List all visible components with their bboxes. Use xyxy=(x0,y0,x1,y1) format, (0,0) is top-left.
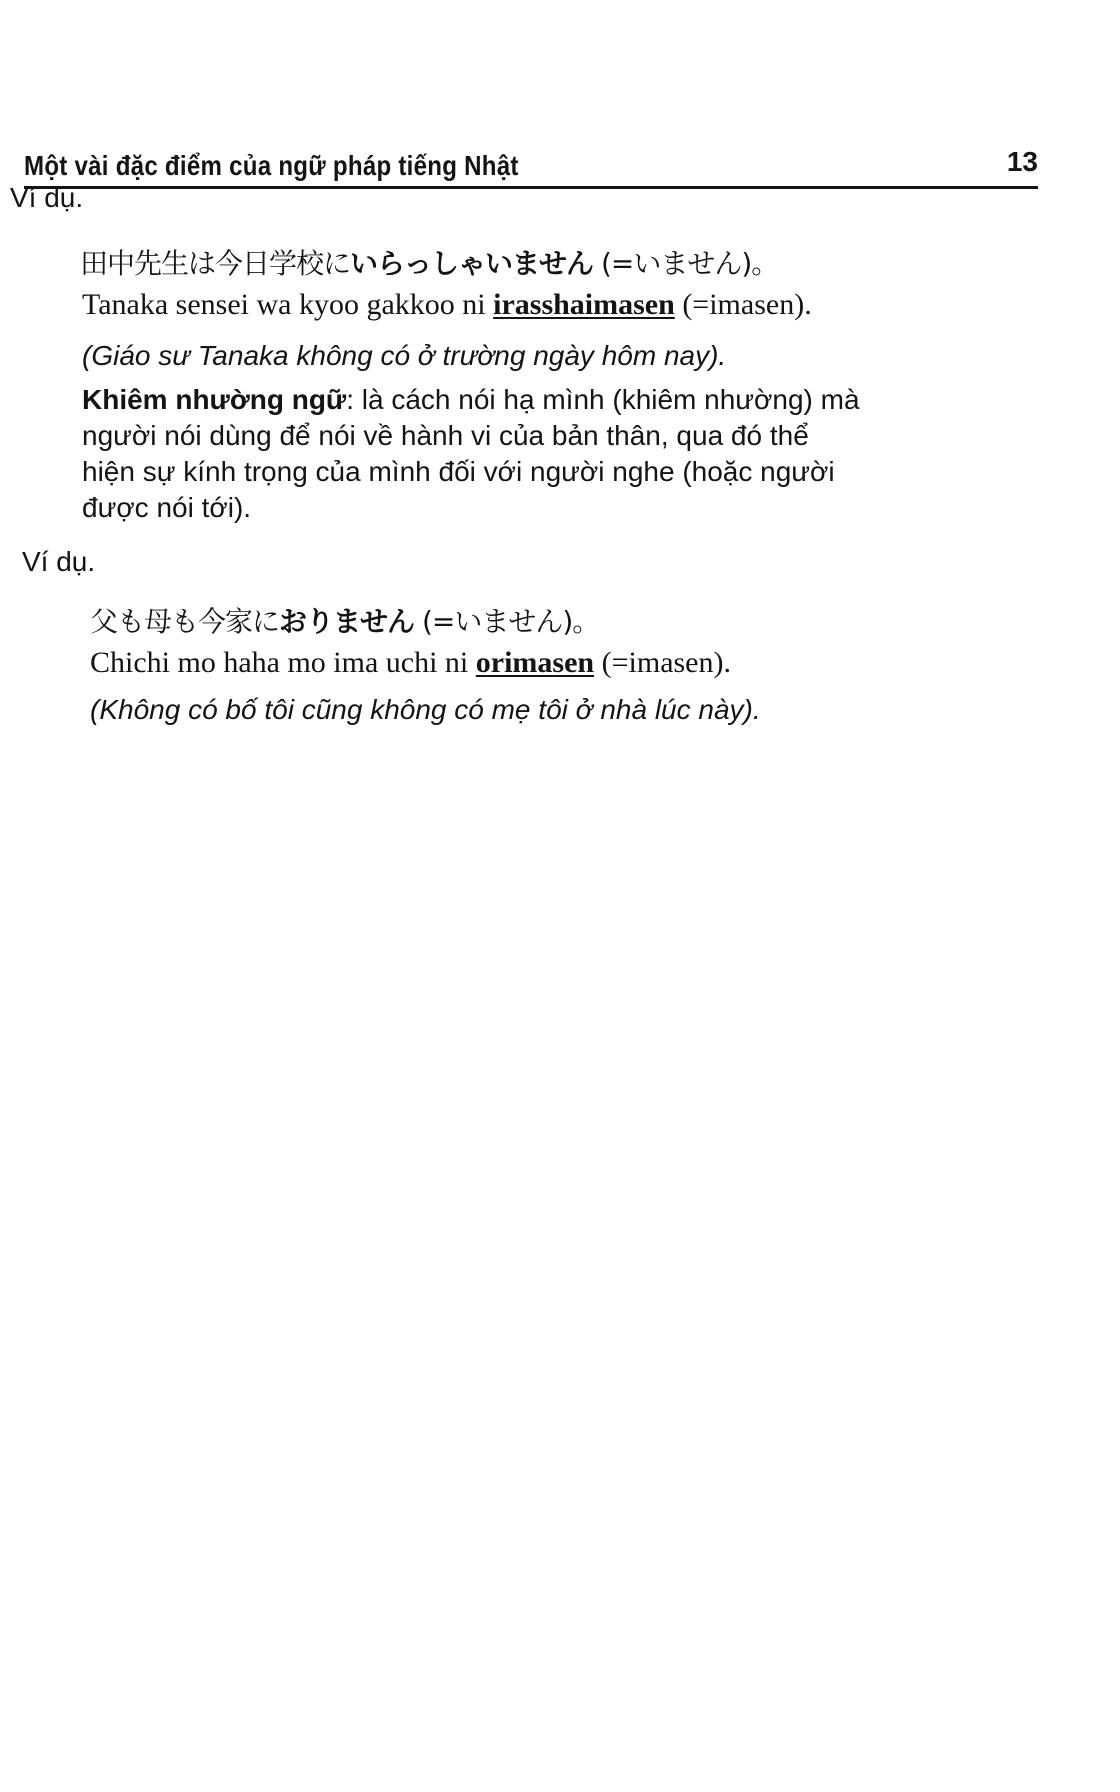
romaji-sentence-2-pre: Chichi mo haha mo ima uchi ni xyxy=(90,646,476,679)
definition-line-4: được nói tới). xyxy=(82,492,252,523)
japanese-sentence-1-verb: いらっしゃいません xyxy=(350,247,594,280)
romaji-sentence-1-post: (=imasen). xyxy=(674,288,812,321)
definition-line-1 xyxy=(82,384,860,416)
romaji-sentence-2-verb: orimasen xyxy=(475,646,595,679)
romaji-sentence-2-post: (=imasen). xyxy=(594,646,731,679)
definition-line-1-rest: : là cách nói hạ mình (khiêm nhường) mà xyxy=(346,384,860,415)
example-label-2: Ví dụ. xyxy=(22,546,96,577)
page-number: 13 xyxy=(1006,146,1038,177)
japanese-sentence-2-gloss: (=いません)。 xyxy=(421,605,600,638)
japanese-sentence-2 xyxy=(90,600,599,640)
japanese-sentence-2-verb: おりません xyxy=(279,605,415,638)
definition-line-2: người nói dùng để nói về hành vi của bản thân, qua đó thể xyxy=(82,420,809,451)
japanese-sentence-1-plain: 田中先生は今日学校に xyxy=(80,247,351,280)
romaji-sentence-1-verb: irasshaimasen xyxy=(493,288,675,321)
translation-1: (Giáo sư Tanaka không có ở trường ngày hôm nay). xyxy=(82,340,727,371)
romaji-sentence-1-pre: Tanaka sensei wa kyoo gakkoo ni xyxy=(82,288,494,321)
japanese-sentence-2-plain: 父も母も今家に xyxy=(90,605,280,638)
romaji-sentence-1 xyxy=(82,288,812,322)
example-label-1: Ví dụ. xyxy=(10,182,84,213)
definition-line-3: hiện sự kính trọng của mình đối với người nghe (hoặc người xyxy=(82,456,835,487)
translation-2: (Không có bố tôi cũng không có mẹ tôi ở nhà lúc này). xyxy=(90,694,761,725)
japanese-sentence-1-gloss: (=いません)。 xyxy=(600,247,779,280)
chapter-title: Một vài đặc điểm của ngữ pháp tiếng Nhật xyxy=(24,150,519,181)
romaji-sentence-2 xyxy=(90,646,731,680)
japanese-sentence-1 xyxy=(80,242,778,282)
running-header xyxy=(24,140,1038,189)
definition-term: Khiêm nhường ngữ xyxy=(82,384,347,415)
